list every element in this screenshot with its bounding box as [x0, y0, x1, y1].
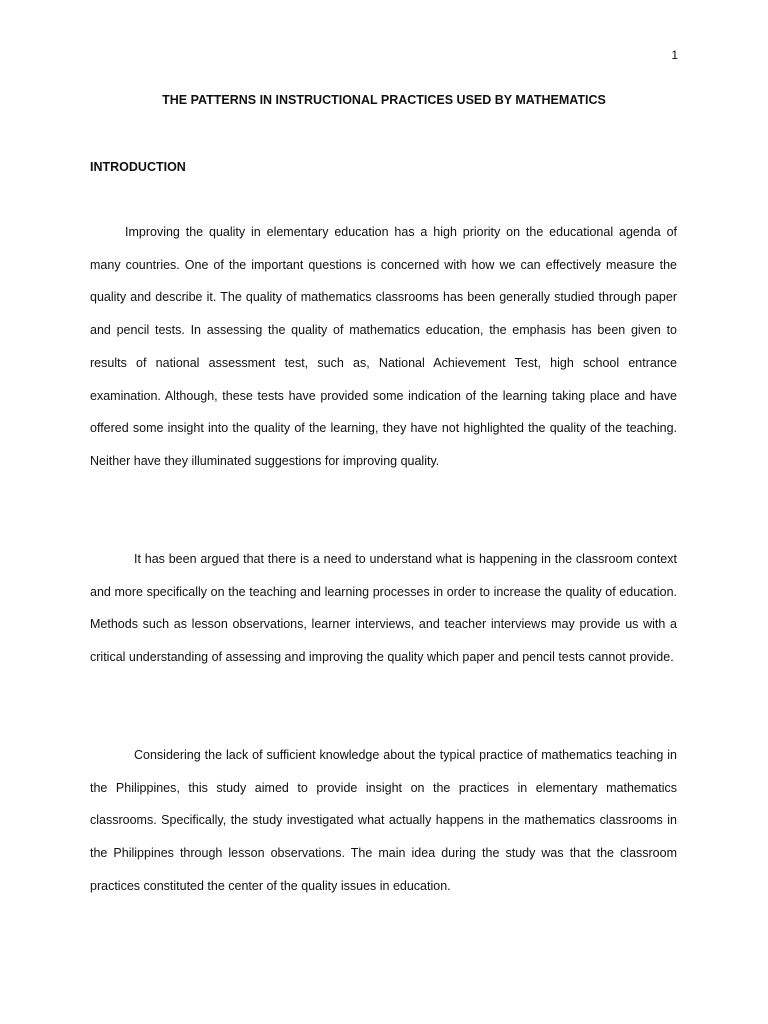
section-heading: INTRODUCTION	[90, 160, 186, 174]
page-number: 1	[671, 48, 678, 62]
paragraph-1: Improving the quality in elementary education has a high priority on the educational agenda of many countries. One of the important questions is concerned with how we can effectively measure the quality and describe it. The quality of mathematics classrooms has been generally studied through paper and pencil tests. In assessing the quality of mathematics education, the emphasis has been given to results of national assessment test, such as, National Achievement Test, high school entrance examination. Although, these tests have provided some indication of the learning taking place and have offered some insight into the quality of the learning, they have not highlighted the quality of the teaching. Neither have they illuminated suggestions for improving quality.	[90, 225, 677, 468]
document-title: THE PATTERNS IN INSTRUCTIONAL PRACTICES USED BY MATHEMATICS	[162, 93, 606, 107]
paragraph-3: Considering the lack of sufficient knowledge about the typical practice of mathematics teaching in the Philippines, this study aimed to provide insight on the practices in elementary mathematics classrooms. Specifically, the study investigated what actually happens in the mathematics classrooms in the Philippines through lesson observations. The main idea during the study was that the classroom practices constituted the center of the quality issues in education.	[90, 748, 677, 893]
paragraph-2: It has been argued that there is a need to understand what is happening in the classroom context and more specifically on the teaching and learning processes in order to increase the quality of education. Methods such as lesson observations, learner interviews, and teacher interviews may provide us with a critical understanding of assessing and improving the quality which paper and pencil tests cannot provide.	[90, 552, 677, 665]
